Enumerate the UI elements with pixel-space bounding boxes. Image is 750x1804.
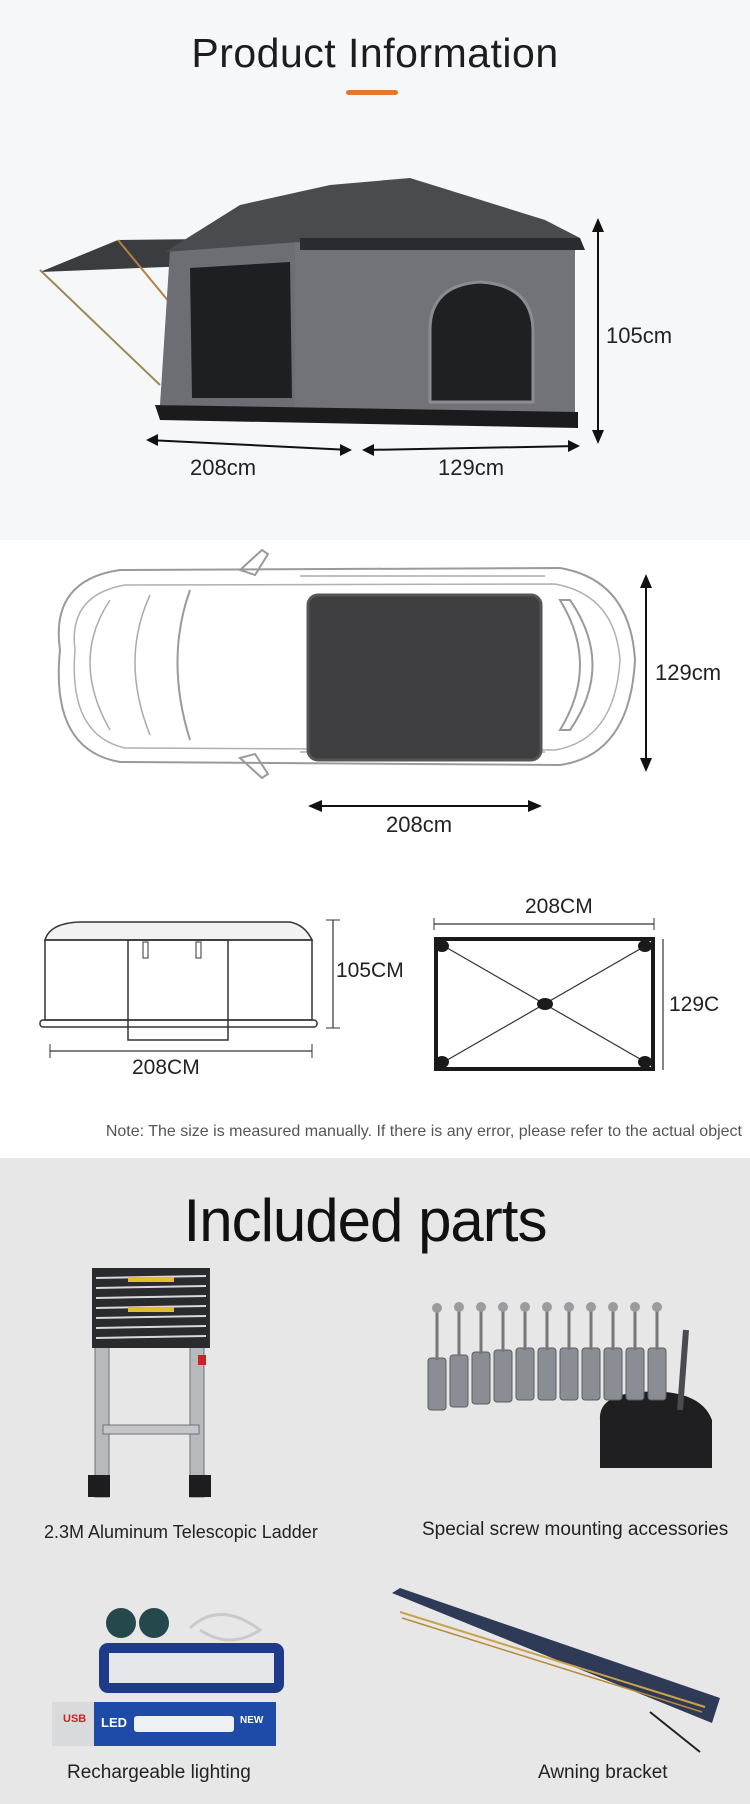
ladder-caption: 2.3M Aluminum Telescopic Ladder	[44, 1522, 318, 1542]
top-length-label: 208CM	[525, 895, 593, 918]
lighting-caption: Rechargeable lighting	[67, 1762, 251, 1783]
awning-bracket-caption: Awning bracket	[538, 1762, 668, 1783]
tent-length-label: 208cm	[190, 455, 257, 480]
usb-box-text: USB	[63, 1713, 87, 1725]
top-width-label: 129C	[669, 993, 720, 1016]
side-height-label: 105CM	[336, 959, 404, 982]
car-width-label: 129cm	[655, 660, 722, 685]
tent-width-label: 129cm	[438, 455, 505, 480]
screw-accessories-caption: Special screw mounting accessories	[422, 1519, 729, 1540]
included-parts-title: Included parts	[183, 1187, 547, 1254]
tent-height-label: 105cm	[606, 323, 673, 348]
led-box-text: LED	[101, 1715, 127, 1730]
new-box-text: NEW	[240, 1715, 264, 1726]
measurement-note: Note: The size is measured manually. If there is any error, please refer to the actual object	[105, 1123, 742, 1140]
car-length-label: 208cm	[386, 812, 453, 837]
section-title: Product Information	[191, 30, 559, 76]
side-length-label: 208CM	[132, 1056, 200, 1079]
